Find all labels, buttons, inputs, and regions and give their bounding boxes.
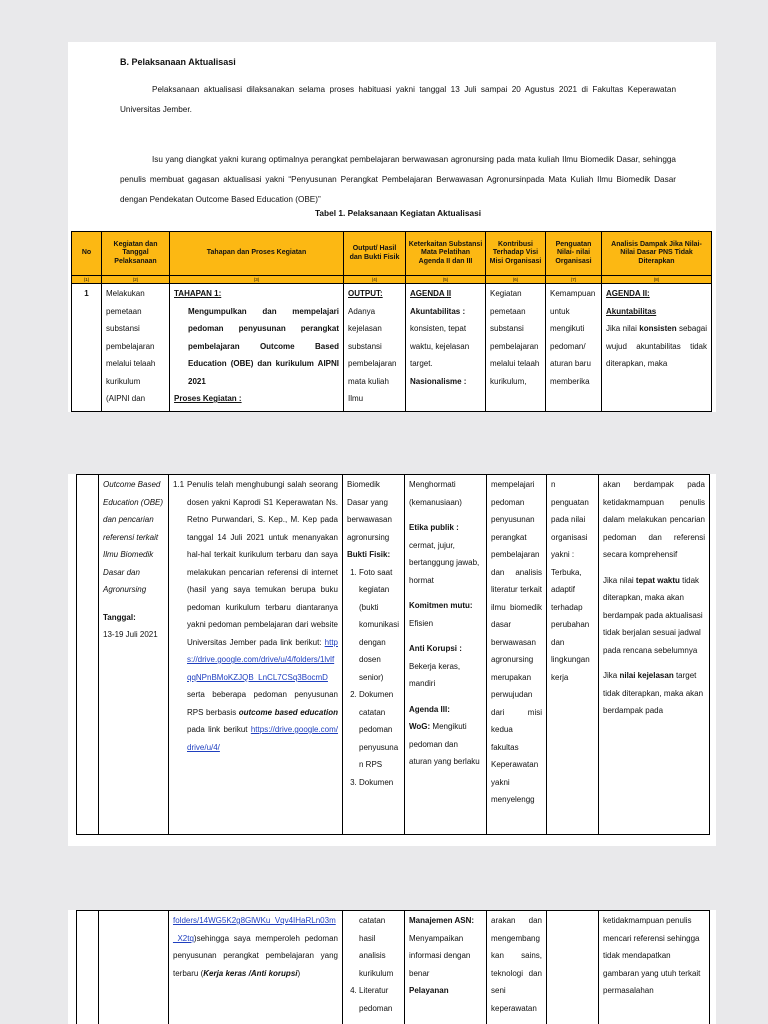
row-number-empty: [77, 475, 99, 835]
kontribusi-cell: Kegiatan pemetaan substansi pembelajaran melalui telaah kurikulum,: [486, 284, 546, 412]
kontribusi-cell: arakan dan mengembangkan sains, teknologi dan seni keperawatan: [487, 911, 547, 1024]
document-page-1: [68, 42, 716, 412]
document-page-3: [68, 910, 716, 1024]
table-row: [77, 475, 710, 835]
output-cell: catatan hasil analisis kurikulum 4. Literatur pedoman: [343, 911, 405, 1024]
keterkaitan-cell: AGENDA II Akuntabilitas : konsisten, tepat waktu, kejelasan target. Nasionalisme :: [406, 284, 486, 412]
drive-link-1[interactable]: https://drive.google.com/drive/u/4/folders/1lvlfqqNPnBMoKZJQB_LnCL7CSq3BocmD: [187, 637, 338, 682]
keterkaitan-cell: Menghormati (kemanusiaan) Etika publik : cermat, jujur, bertanggung jawab, hormat Komitmen mutu: Efisien Anti Korupsi : Bekerja keras, mandiri Agenda III: WoG: Mengikuti pedoman dan aturan yang berlaku: [405, 475, 487, 835]
drive-link-2[interactable]: https://drive.google.com/drive/u/4/: [187, 725, 338, 752]
header-keterkaitan: Keterkaitan Substansi Mata Pelatihan Agenda II dan III: [406, 232, 486, 276]
tahapan-cell: TAHAPAN 1: Mengumpulkan dan mempelajari pedoman penyusunan perangkat pembelajaran Outcome Based Education (OBE) dan kurikulum AIPNI 2021 Proses Kegiatan :: [170, 284, 344, 412]
section-heading: B. Pelaksanaan Aktualisasi: [120, 57, 236, 67]
row-number: 1: [72, 284, 102, 412]
output-cell: OUTPUT: Adanya kejelasan substansi pembelajaran mata kuliah Ilmu: [344, 284, 406, 412]
header-output: Output/ Hasil dan Bukti Fisik: [344, 232, 406, 276]
analisis-cell: akan berdampak pada ketidakmampuan penulis dalam melakukan pencarian pedoman dan referensi secara komprehensif Jika nilai tepat waktu tidak diterapkan, maka akan berdampak pada aktualisasi tidak berjalan sesuai jadwal pada rencana sebelumnya Jika nilai kejelasan target tidak diterapkan, maka akan berdampak pada: [599, 475, 710, 835]
column-number-row: (1) (2) (3) (4) (5) (6) (7) (8): [72, 276, 712, 284]
document-page-2: [68, 474, 716, 846]
row-number-empty: [77, 911, 99, 1024]
header-no: No: [72, 232, 102, 276]
keterkaitan-cell: Manajemen ASN: Menyampaikan informasi dengan benar Pelayanan: [405, 911, 487, 1024]
output-cell: Biomedik Dasar yang berwawasan agronursing Bukti Fisik: 1. Foto saat kegiatan (bukti komunikasi dengan dosen senior) 2. Dokumen catatan pedoman penyusunan RPS 3. Dokumen: [343, 475, 405, 835]
drive-link-3[interactable]: folders/14WG5K2g8GlWKu_Vqv4IHaRLn03m_X2tq: [173, 916, 336, 943]
table-header-row: [72, 232, 712, 276]
tahapan-cell: 1.1 Penulis telah menghubungi salah seorang dosen yakni Kaprodi S1 Keperawatan Ns. Retno Purwandari, S. Kep., M. Kep pada tanggal 14 Juli 2021 untuk menanyakan hal-hal terkait kurikulum terbaru dan saya melakukan pencarian referensi di internet (hasil yang saya temukan berupa buku pedoman kurikulum terbaru diantaranya yakni pedoman pembelajaran dari website Universitas Jember pada link berikut: https://drive.google.com/drive/u/4/folders/1lvlfqqNPnBMoKZJQB_LnCL7CSq3BocmD serta beberapa pedoman penyusunan RPS berbasis outcome based education pada link berikut https://drive.google.com/drive/u/4/: [169, 475, 343, 835]
penguatan-cell-empty: [547, 911, 599, 1024]
kegiatan-cell: Outcome Based Education (OBE) dan pencarian referensi terkait Ilmu Biomedik Dasar dan Agronursing Tanggal: 13-19 Juli 2021: [99, 475, 169, 835]
header-penguatan: Penguatan Nilai- nilai Organisasi: [546, 232, 602, 276]
table-row: [77, 911, 710, 1024]
analisis-cell: ketidakmampuan penulis mencari referensi sehingga tidak mendapatkan gambaran yang utuh terkait permasalahan: [599, 911, 710, 1024]
activity-table-continued-2: [76, 910, 710, 1024]
analisis-cell: AGENDA II: Akuntabilitas Jika nilai konsisten sebagai wujud akuntabilitas tidak diterapkan, maka: [602, 284, 712, 412]
activity-table-continued: [76, 474, 710, 835]
kontribusi-cell: mempelajari pedoman penyusunan perangkat pembelajaran dan analisis literatur terkait ilmu biomedik dasar berwawasan agronursing merupakan perwujudan dari misi kedua fakultas Keperawatan yakni menyelengg: [487, 475, 547, 835]
header-kegiatan: Kegiatan dan Tanggal Pelaksanaan: [102, 232, 170, 276]
paragraph-1: Pelaksanaan aktualisasi dilaksanakan selama proses habituasi yakni tanggal 13 Juli sampai 20 Agustus 2021 di Fakultas Keperawatan Universitas Jember.: [120, 85, 676, 114]
activity-table: [71, 231, 712, 412]
kegiatan-cell: Melakukan pemetaan substansi pembelajaran melalui telaah kurikulum (AIPNI dan: [102, 284, 170, 412]
header-kontribusi: Kontribusi Terhadap Visi Misi Organisasi: [486, 232, 546, 276]
header-analisis: Analisis Dampak Jika Nilai-Nilai Dasar PNS Tidak Diterapkan: [602, 232, 712, 276]
table-caption: Tabel 1. Pelaksanaan Kegiatan Aktualisasi: [314, 208, 481, 218]
penguatan-cell: n penguatan pada nilai organisasi yakni : Terbuka, adaptif terhadap perubahan dan lingkungan kerja: [547, 475, 599, 835]
paragraph-2: Isu yang diangkat yakni kurang optimalnya perangkat pembelajaran berwawasan agronursing pada mata kuliah Ilmu Biomedik Dasar, sehingga penulis membuat gagasan aktualisasi yakni “Penyusunan Perangkat Pembelajaran Berwawasan Agronursinpada Mata Kuliah Ilmu Biomedik Dasar dengan Pendekatan Outcome Based Education (OBE)”: [120, 155, 676, 204]
tahapan-cell: folders/14WG5K2g8GlWKu_Vqv4IHaRLn03m_X2tq)sehingga saya memperoleh pedoman penyusunan perangkat pembelajaran yang terbaru (Kerja keras /Anti korupsi): [169, 911, 343, 1024]
header-tahapan: Tahapan dan Proses Kegiatan: [170, 232, 344, 276]
penguatan-cell: Kemampuan untuk mengikuti pedoman/ aturan baru memberika: [546, 284, 602, 412]
kegiatan-cell-empty: [99, 911, 169, 1024]
table-row: [72, 284, 712, 412]
